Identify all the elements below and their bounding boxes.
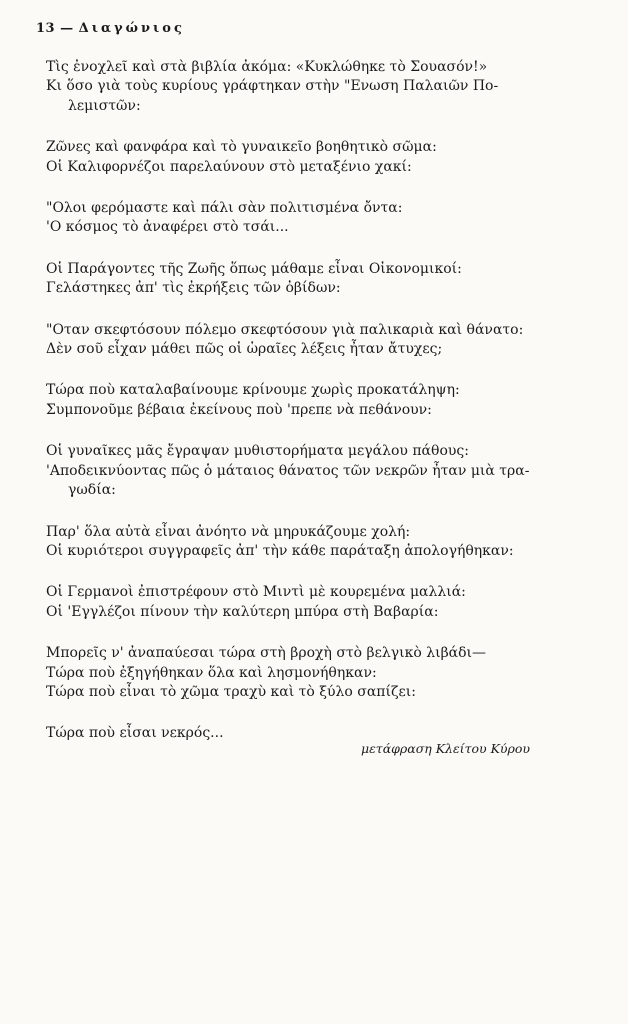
stanza-gap bbox=[46, 299, 586, 321]
stanza bbox=[46, 583, 586, 622]
poem-line: γωδία: bbox=[68, 482, 116, 499]
journal-title: Διαγώνιος bbox=[78, 21, 185, 36]
poem-line: Οἱ κυριότεροι συγγραφεῖς ἀπ' τὴν κάθε παράταξη ἀπολογήθηκαν: bbox=[46, 542, 514, 559]
poem-body bbox=[46, 58, 586, 744]
stanza-gap bbox=[46, 238, 586, 260]
stanza-gap bbox=[46, 702, 586, 724]
poem-line: Οἱ Παράγοντες τῆς Ζωῆς ὅπως μάθαμε εἶναι Οἰκονομικοί: bbox=[46, 260, 462, 277]
poem-line: Γελάστηκες ἀπ' τὶς ἐκρήξεις τῶν ὀβίδων: bbox=[46, 280, 341, 297]
poem-line: Τὶς ἐνοχλεῖ καὶ στὰ βιβλία ἀκόμα: «Κυκλώθηκε τὸ Σουασόν!» bbox=[46, 59, 488, 75]
header-dash: — bbox=[60, 21, 74, 36]
stanza bbox=[46, 199, 586, 238]
stanza-gap bbox=[46, 622, 586, 644]
stanza bbox=[46, 523, 586, 562]
poem-line: Μπορεῖς ν' ἀναπαύεσαι τώρα στὴ βροχὴ στὸ βελγικὸ λιβάδι— bbox=[46, 645, 487, 662]
poem-line: Τώρα ποὺ εἶσαι νεκρός... bbox=[46, 725, 224, 742]
stanza bbox=[46, 58, 586, 116]
poem-line: Συμπονοῦμε βέβαια ἐκείνους ποὺ 'πρεπε νὰ πεθάνουν: bbox=[46, 401, 432, 418]
stanza-gap bbox=[46, 501, 586, 523]
poem-line: Τώρα ποὺ εἶναι τὸ χῶμα τραχὺ καὶ τὸ ξύλο σαπίζει: bbox=[46, 683, 417, 700]
poem-line: Οἱ Καλιφορνέζοι παρελαύνουν στὸ μεταξένιο χακί: bbox=[46, 158, 412, 175]
poem-line: 'Ο κόσμος τὸ ἀναφέρει στὸ τσάι... bbox=[46, 219, 289, 236]
stanza-gap bbox=[46, 177, 586, 199]
stanza-gap bbox=[46, 420, 586, 442]
stanza bbox=[46, 321, 586, 360]
poem-line: Οἱ Γερμανοὶ ἐπιστρέφουν στὸ Μιντὶ μὲ κουρεμένα μαλλιά: bbox=[46, 584, 466, 601]
translator-credit: μετάφραση Κλείτου Κύρου bbox=[360, 741, 530, 756]
poem-line: Τώρα ποὺ καταλαβαίνουμε κρίνουμε χωρὶς προκατάληψη: bbox=[46, 382, 460, 399]
stanza bbox=[46, 381, 586, 420]
stanza bbox=[46, 442, 586, 500]
poem-line: Ζῶνες καὶ φανφάρα καὶ τὸ γυναικεῖο βοηθητικὸ σῶμα: bbox=[46, 139, 437, 156]
poem-line: "Ολοι φερόμαστε καὶ πάλι σὰν πολιτισμένα ὄντα: bbox=[46, 200, 403, 217]
poem-line: Οἱ γυναῖκες μᾶς ἔγραψαν μυθιστορήματα μεγάλου πάθους: bbox=[46, 443, 469, 460]
page-number: 13 bbox=[36, 21, 56, 36]
poem-line: 'Αποδεικνύοντας πῶς ὁ μάταιος θάνατος τῶν νεκρῶν ἦταν μιὰ τρα- bbox=[46, 462, 530, 479]
stanza-gap bbox=[46, 116, 586, 138]
poem-line: Οἱ 'Εγγλέζοι πίνουν τὴν καλύτερη μπύρα στὴ Βαβαρία: bbox=[46, 603, 439, 620]
poem-line: Δὲν σοῦ εἶχαν μάθει πῶς οἱ ὡραῖες λέξεις ἦταν ἄτυχες; bbox=[46, 341, 443, 358]
poem-line: Κι ὅσο γιὰ τοὺς κυρίους γράφτηκαν στὴν "Ενωση Παλαιῶν Πο- bbox=[46, 78, 499, 95]
stanza-gap bbox=[46, 561, 586, 583]
stanza-gap bbox=[46, 359, 586, 381]
poem-line: Παρ' ὅλα αὐτὰ εἶναι ἀνόητο νὰ μηρυκάζουμε χολή: bbox=[46, 523, 411, 540]
poem-line: Τώρα ποὺ ἐξηγήθηκαν ὅλα καὶ λησμονήθηκαν: bbox=[46, 664, 377, 681]
poem-line: "Οταν σκεφτόσουν πόλεμο σκεφτόσουν γιὰ παλικαριὰ καὶ θάνατο: bbox=[46, 321, 524, 338]
stanza bbox=[46, 260, 586, 299]
stanza bbox=[46, 644, 586, 702]
running-header bbox=[36, 21, 185, 36]
stanza bbox=[46, 138, 586, 177]
poem-line: λεμιστῶν: bbox=[68, 97, 141, 114]
